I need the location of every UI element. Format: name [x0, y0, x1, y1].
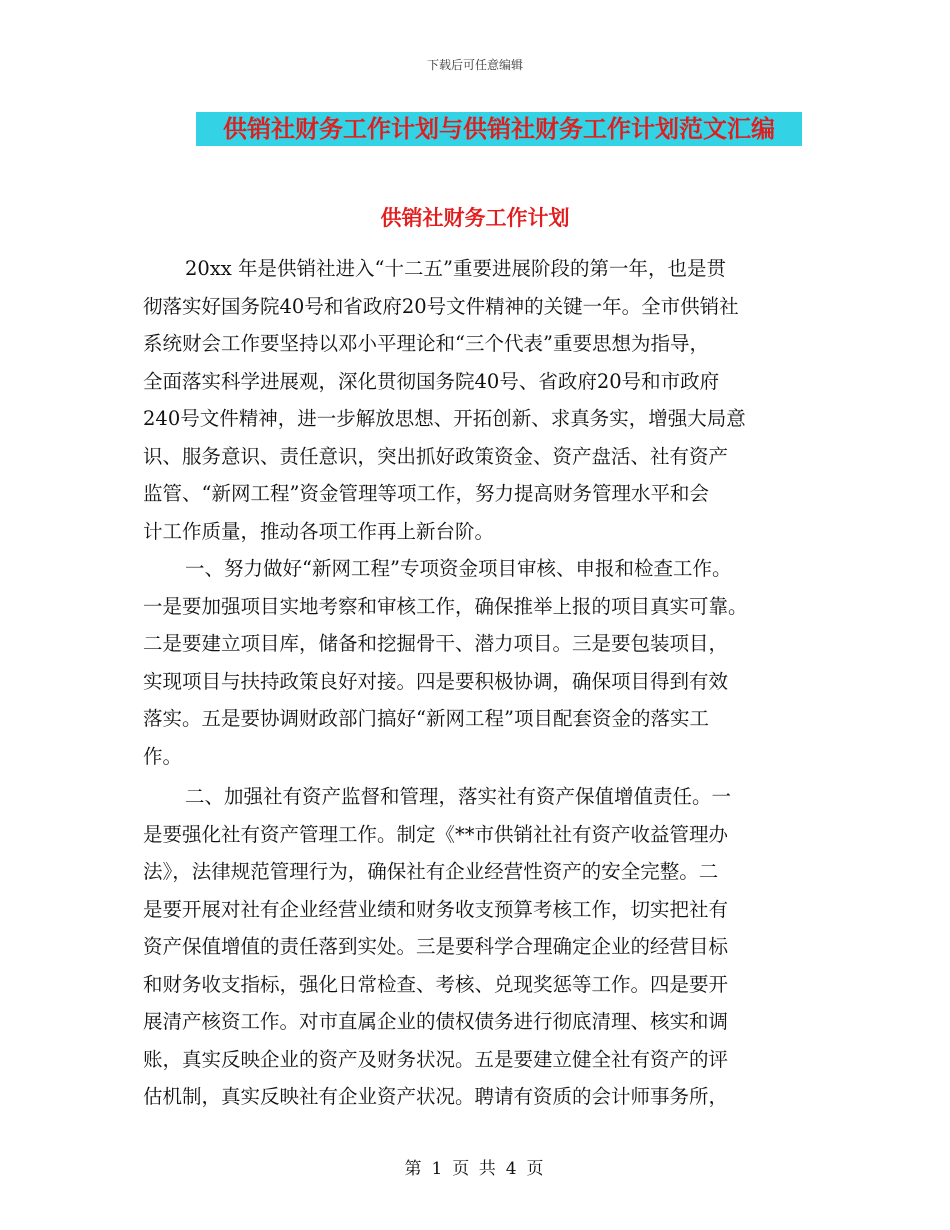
text-line: 是要强化社有资产管理工作。制定《**市供销社社有资产收益管理办	[143, 822, 729, 846]
header-note: 下载后可任意编辑	[426, 58, 523, 72]
paragraph-3	[143, 778, 813, 1116]
footer-total-pages: 4	[505, 1159, 519, 1179]
text-line: 一是要加强项目实地考察和审核工作，确保推举上报的项目真实可靠。	[143, 594, 748, 618]
text-line: 二是要建立项目库，储备和挖掘骨干、潜力项目。三是要包装项目，	[143, 632, 729, 655]
text-line: 全面落实科学进展观，深化贯彻国务院40号、省政府20号和市政府	[143, 369, 720, 393]
footer-middle: 页 共	[452, 1159, 498, 1179]
text-line: 监管、“新网工程”资金管理等项工作，努力提高财务管理水平和会	[143, 482, 709, 505]
main-title-highlight	[196, 112, 802, 146]
paragraph-2	[143, 550, 813, 775]
text-line: 240号文件精神，进一步解放思想、开拓创新、求真务实，增强大局意	[143, 407, 746, 430]
text-line: 资产保值增值的责任落到实处。三是要科学合理确定企业的经营目标	[143, 935, 729, 958]
section-title: 供销社财务工作计划	[380, 206, 570, 230]
text-line: 法》，法律规范管理行为，确保社有企业经营性资产的安全完整。二	[143, 860, 719, 883]
text-line: 计工作质量，推动各项工作再上新台阶。	[143, 519, 495, 543]
text-line: 实现项目与扶持政策良好对接。四是要积极协调，确保项目得到有效	[143, 669, 729, 693]
text-line: 作。	[143, 744, 183, 768]
footer-prefix: 第	[404, 1159, 424, 1179]
main-title: 供销社财务工作计划与供销社财务工作计划范文汇编	[223, 115, 775, 143]
text-line: 二、加强社有资产监督和管理，落实社有资产保值增值责任。一	[185, 785, 732, 808]
paragraph-1	[143, 250, 813, 550]
text-line: 是要开展对社有企业经营业绩和财务收支预算考核工作，切实把社有	[143, 897, 729, 921]
text-line: 估机制，真实反映社有企业资产状况。聘请有资质的会计师事务所，	[143, 1085, 729, 1108]
text-line: 账，真实反映企业的资产及财务状况。五是要建立健全社有资产的评	[143, 1047, 729, 1071]
text-line: 20xx 年是供销社进入“十二五”重要进展阶段的第一年，也是贯	[185, 257, 726, 280]
footer-page-number: 1	[431, 1159, 445, 1179]
footer-suffix: 页	[526, 1159, 546, 1179]
text-line: 系统财会工作要坚持以邓小平理论和“三个代表”重要思想为指导，	[143, 332, 709, 355]
text-line: 一、努力做好“新网工程”专项资金项目审核、申报和检查工作。	[185, 557, 732, 580]
text-line: 彻落实好国务院40号和省政府20号文件精神的关键一年。全市供销社	[143, 294, 739, 318]
text-line: 展清产核资工作。对市直属企业的债权债务进行彻底清理、核实和调	[143, 1010, 729, 1033]
text-line: 落实。五是要协调财政部门搞好“新网工程”项目配套资金的落实工	[143, 707, 709, 730]
text-line: 和财务收支指标，强化日常检查、考核、兑现奖惩等工作。四是要开	[143, 972, 729, 996]
text-line: 识、服务意识、责任意识，突出抓好政策资金、资产盘活、社有资产	[143, 444, 729, 468]
page-footer	[0, 1154, 950, 1179]
